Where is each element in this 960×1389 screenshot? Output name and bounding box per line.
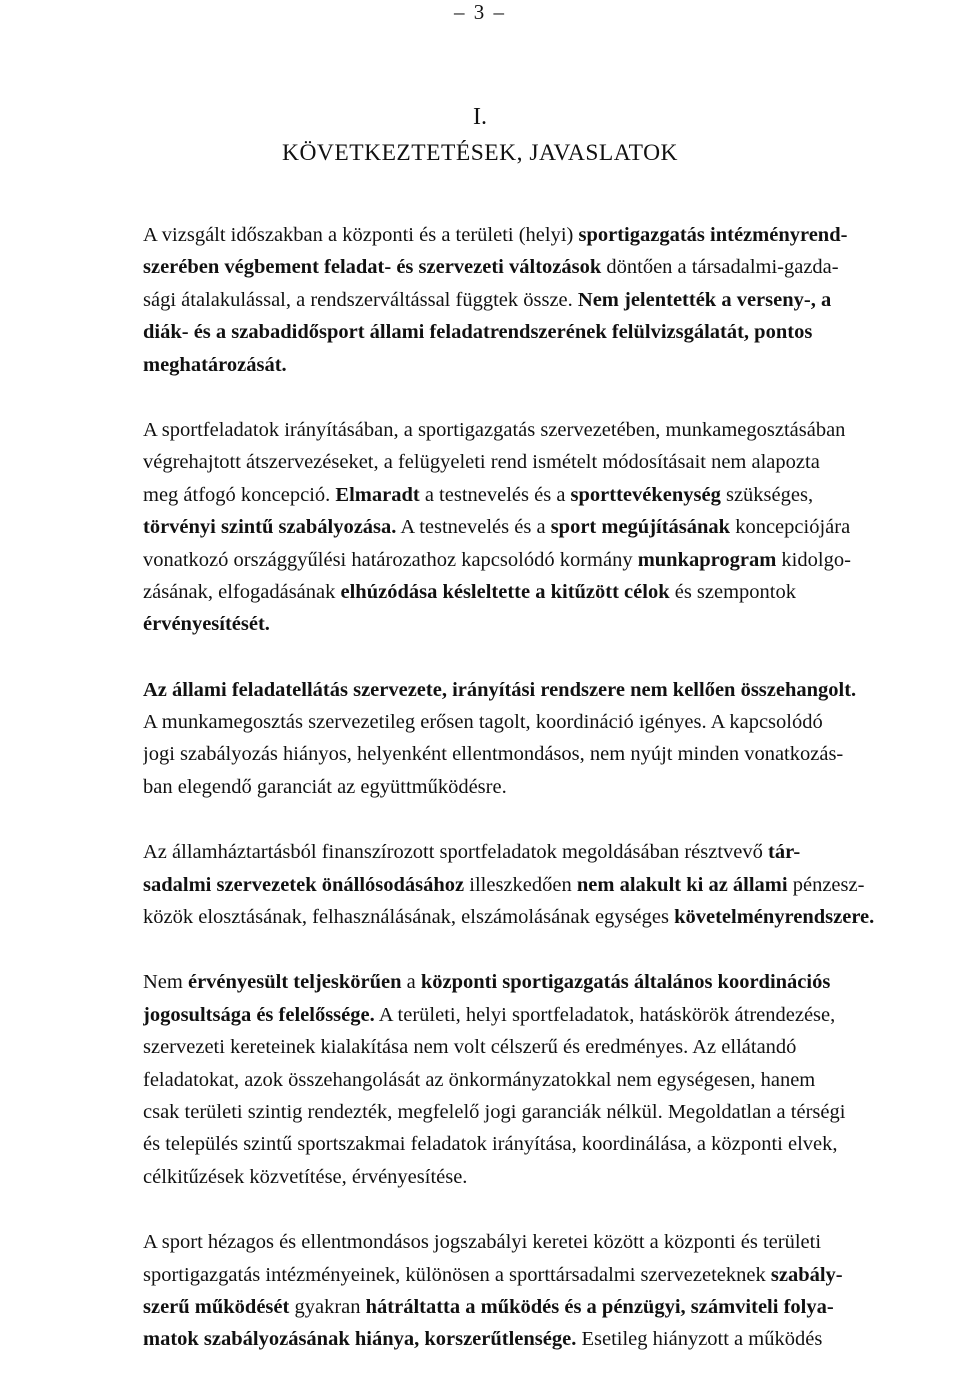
- bold-run: szabály-: [770, 1263, 843, 1286]
- bold-run: munkaprogram: [637, 548, 777, 571]
- paragraph: [143, 414, 949, 641]
- bold-run: meghatározását.: [143, 353, 287, 376]
- text-run: sportigazgatás intézményeinek, különösen a sporttársadalmi szervezeteknek: [143, 1263, 771, 1286]
- text-line: [143, 479, 949, 511]
- text-run: koncepciójára: [730, 516, 851, 539]
- text-run: ban elegendő garanciát az együttműködésre.: [143, 775, 507, 798]
- paragraph: [143, 674, 949, 804]
- bold-run: törvényi szintű szabályozása.: [143, 516, 397, 539]
- text-line: [143, 608, 949, 640]
- bold-run: matok szabályozásának hiánya, korszerűtlensége.: [143, 1328, 577, 1351]
- text-line: [143, 674, 949, 706]
- text-line: [143, 706, 949, 738]
- bold-run: sportigazgatás intézményrend-: [578, 224, 848, 246]
- text-run: szervezeti kereteinek kialakítása nem volt célszerű és eredményes. Az ellátandó: [143, 1036, 797, 1059]
- document-body: [143, 219, 949, 1389]
- chapter-number: I.: [473, 104, 487, 130]
- bold-run: jogosultsága és felelőssége.: [143, 1003, 375, 1026]
- page-number: – 3 –: [454, 0, 506, 24]
- paragraph: [143, 1226, 949, 1356]
- text-run: pénzesz-: [787, 873, 865, 896]
- text-run: szükséges,: [720, 483, 814, 506]
- text-line: [143, 869, 949, 901]
- paragraph: [143, 219, 949, 381]
- text-line: [143, 1291, 949, 1323]
- text-line: [143, 219, 949, 251]
- text-line: [143, 1031, 949, 1063]
- text-line: [143, 1096, 949, 1128]
- text-run: Esetileg hiányzott a működés: [576, 1328, 823, 1351]
- bold-run: érvényesítését.: [143, 613, 270, 636]
- text-line: [143, 1226, 949, 1258]
- text-line: [143, 771, 949, 803]
- text-line: [143, 1064, 949, 1096]
- paragraph: [143, 966, 949, 1193]
- text-run: A területi, helyi sportfeladatok, hatáskörök átrendezése,: [374, 1003, 836, 1026]
- chapter-title: KÖVETKEZTETÉSEK, JAVASLATOK: [281, 140, 679, 166]
- bold-run: szerű működését: [143, 1295, 290, 1318]
- text-run: illeszkedően: [464, 873, 577, 896]
- text-run: a: [401, 971, 421, 994]
- text-run: jogi szabályozás hiányos, helyenként ellentmondásos, nem nyújt minden vonatkozás-: [143, 743, 844, 766]
- text-line: [143, 999, 949, 1031]
- text-run: közök elosztásának, felhasználásának, elszámolásának egységes: [143, 906, 675, 929]
- bold-run: érvényesült teljeskörűen: [187, 971, 402, 994]
- text-run: csak területi szintig rendezték, megfelelő jogi garanciák nélkül. Megoldatlan a térségi: [143, 1100, 846, 1123]
- text-run: végrehajtott átszervezéseket, a felügyeleti rend ismételt módosításait nem alapozta: [143, 451, 820, 474]
- text-run: a testnevelés és a: [419, 483, 571, 506]
- text-run: feladatokat, azok összehangolását az önkormányzatokkal nem egységesen, hanem: [143, 1068, 816, 1091]
- text-line: [143, 1128, 949, 1160]
- text-line: [143, 251, 949, 283]
- text-line: [143, 966, 949, 998]
- text-line: [143, 1161, 949, 1193]
- text-run: vonatkozó országgyűlési határozathoz kapcsolódó kormány: [143, 548, 638, 571]
- bold-run: tár-: [768, 841, 801, 864]
- text-line: [143, 511, 949, 543]
- bold-run: központi sportigazgatás általános koordinációs: [420, 971, 831, 994]
- text-run: A sportfeladatok irányításában, a sportigazgatás szervezetében, munkamegosztásában: [143, 418, 846, 441]
- text-run: A vizsgált időszakban a központi és a területi (helyi): [143, 224, 579, 246]
- text-line: [143, 316, 949, 348]
- text-line: [143, 576, 949, 608]
- text-run: és szempontok: [669, 580, 796, 603]
- text-run: Az államháztartásból finanszírozott sportfeladatok megoldásában résztvevő: [143, 841, 769, 864]
- text-line: [143, 738, 949, 770]
- bold-run: Elmaradt: [335, 483, 420, 506]
- text-line: [143, 901, 949, 933]
- bold-run: nem alakult ki az állami: [576, 873, 788, 896]
- text-run: gyakran: [289, 1295, 366, 1318]
- bold-run: Nem jelentették a verseny-, a: [577, 288, 832, 311]
- text-line: [143, 544, 949, 576]
- text-line: [143, 836, 949, 868]
- text-line: [143, 284, 949, 316]
- bold-run: sadalmi szervezetek önállósodásához: [143, 873, 465, 896]
- text-line: [143, 1259, 949, 1291]
- text-run: meg átfogó koncepció.: [143, 483, 336, 506]
- text-run: sági átalakulással, a rendszerváltással függtek össze.: [143, 288, 578, 311]
- text-run: Nem: [143, 971, 188, 994]
- bold-run: elhúzódása késleltette a kitűzött célok: [340, 580, 670, 603]
- bold-run: sporttevékenység: [570, 483, 721, 506]
- text-run: A testnevelés és a: [396, 516, 551, 539]
- text-run: A munkamegosztás szervezetileg erősen tagolt, koordináció igényes. A kapcsolódó: [143, 711, 823, 734]
- text-line: [143, 414, 949, 446]
- bold-run: szerében végbement feladat- és szervezeti változások: [143, 256, 602, 279]
- bold-run: diák- és a szabadidősport állami feladatrendszerének felülvizsgálatát, pontos: [143, 321, 813, 344]
- bold-run: követelményrendszere.: [674, 906, 875, 929]
- text-line: [143, 446, 949, 478]
- text-line: [143, 1323, 949, 1355]
- text-run: döntően a társadalmi-gazda-: [601, 256, 839, 279]
- bold-run: hátráltatta a működés és a pénzügyi, számviteli folya-: [365, 1295, 834, 1318]
- bold-run: Az állami feladatellátás szervezete, irányítási rendszere nem kellően összehangolt.: [143, 678, 857, 701]
- text-run: zásának, elfogadásának: [143, 580, 341, 603]
- text-run: és település szintű sportszakmai feladatok irányítása, koordinálása, a központi elvek,: [143, 1133, 838, 1156]
- text-line: [143, 349, 949, 381]
- paragraph: [143, 836, 949, 933]
- text-run: célkitűzések közvetítése, érvényesítése.: [143, 1165, 468, 1188]
- text-run: A sport hézagos és ellentmondásos jogszabályi keretei között a központi és területi: [143, 1231, 822, 1254]
- text-run: kidolgo-: [776, 548, 851, 571]
- bold-run: sport megújításának: [550, 516, 731, 539]
